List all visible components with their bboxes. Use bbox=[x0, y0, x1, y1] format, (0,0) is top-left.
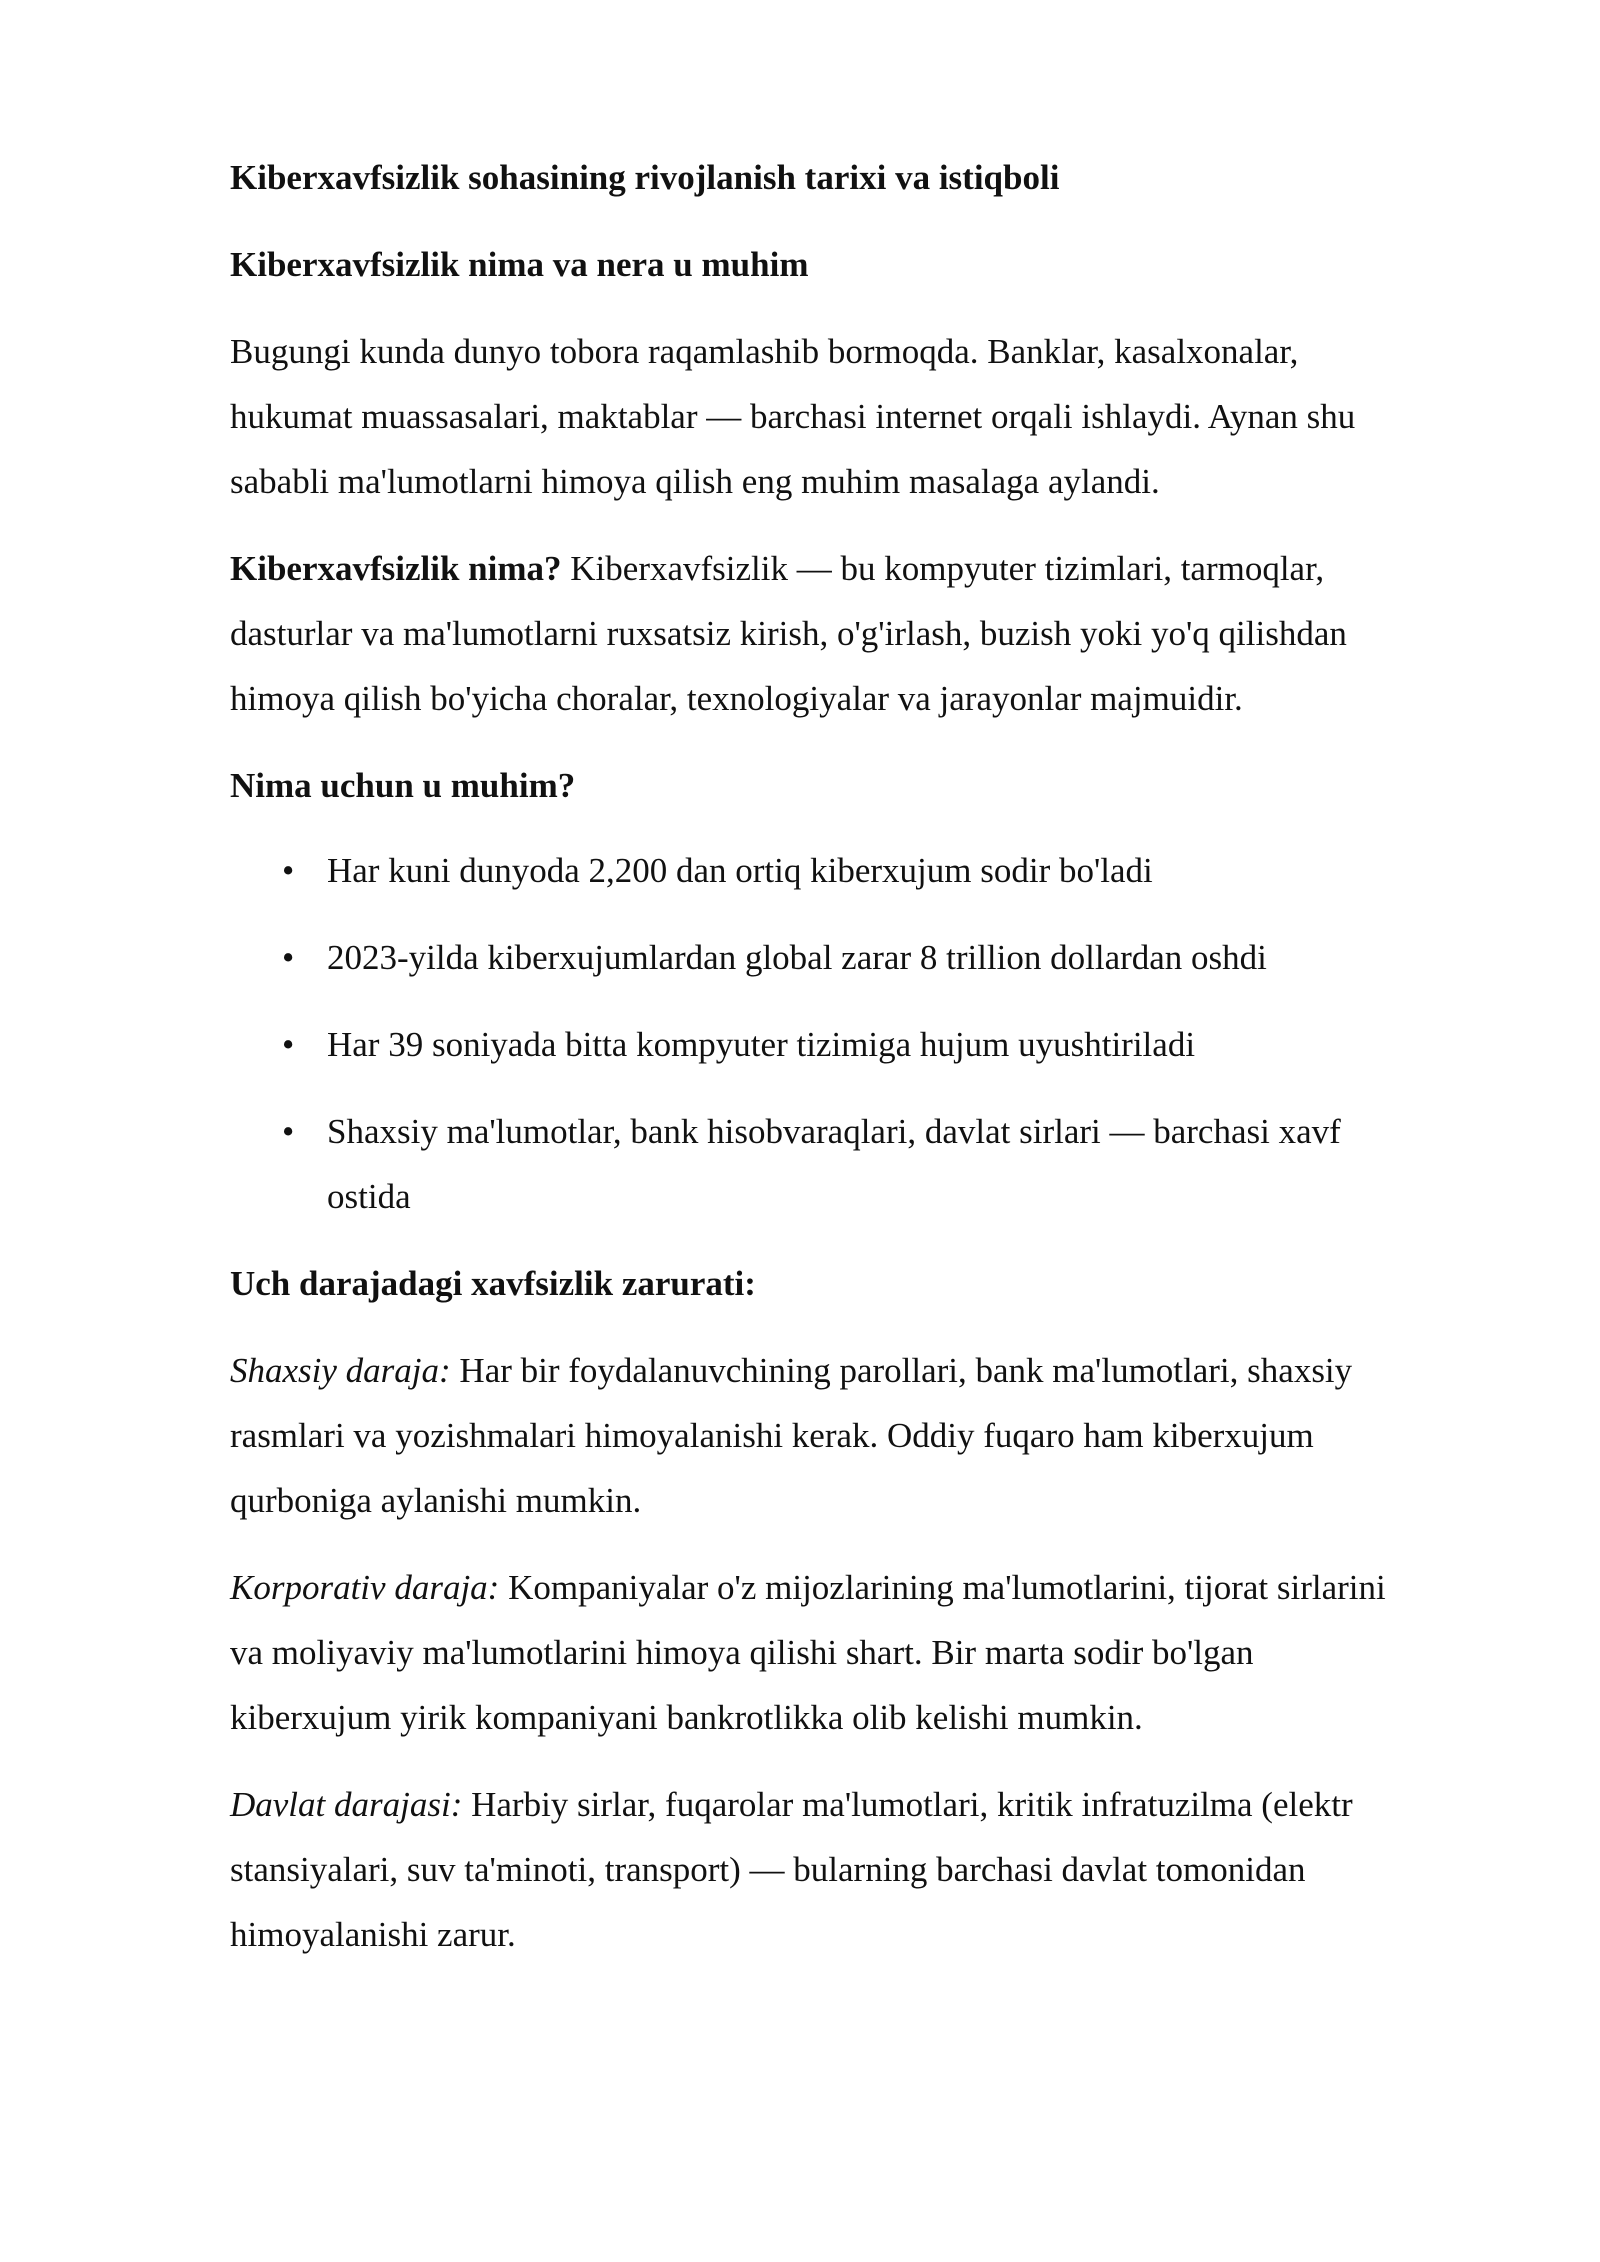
level-paragraph-state bbox=[230, 1772, 1400, 1967]
level-paragraph-corporate bbox=[230, 1555, 1400, 1750]
list-item bbox=[230, 925, 1400, 990]
list-item-text: Shaxsiy ma'lumotlar, bank hisobvaraqlari, davlat sirlari — barchasi xavf ostida bbox=[327, 1112, 1341, 1216]
bullet-icon: • bbox=[282, 1112, 295, 1151]
levels-heading: Uch darajadagi xavfsizlik zarurati: bbox=[230, 1264, 756, 1303]
level-paragraph-personal bbox=[230, 1338, 1400, 1533]
bullet-icon: • bbox=[282, 1025, 295, 1064]
definition-paragraph bbox=[230, 536, 1400, 731]
level-label: Korporativ daraja: bbox=[230, 1568, 500, 1607]
bullet-list bbox=[230, 838, 1400, 1229]
why-heading: Nima uchun u muhim? bbox=[230, 766, 576, 805]
bullet-icon: • bbox=[282, 938, 295, 977]
list-item bbox=[230, 1012, 1400, 1077]
list-item-text: Har kuni dunyoda 2,200 dan ortiq kiberxujum sodir bo'ladi bbox=[327, 851, 1153, 890]
list-item-text: Har 39 soniyada bitta kompyuter tizimiga hujum uyushtiriladi bbox=[327, 1025, 1196, 1064]
list-item-text: 2023-yilda kiberxujumlardan global zarar 8 trillion dollardan oshdi bbox=[327, 938, 1267, 977]
definition-label: Kiberxavfsizlik nima? bbox=[230, 549, 562, 588]
list-item bbox=[230, 838, 1400, 903]
list-item bbox=[230, 1099, 1400, 1229]
level-text: Harbiy sirlar, fuqarolar ma'lumotlari, kritik infratuzilma (elektr stansiyalari, suv ta'minoti, transport) — bularning barchasi davlat tomonidan himoyalanishi zarur. bbox=[230, 1785, 1353, 1954]
document-page bbox=[230, 145, 1400, 1967]
level-text: Kompaniyalar o'z mijozlarining ma'lumotlarini, tijorat sirlarini va moliyaviy ma'lumotlarini himoya qilishi shart. Bir marta sodir bo'lgan kiberxujum yirik kompaniyani bankrotlikka olib kelishi mumkin. bbox=[230, 1568, 1386, 1737]
bullet-icon: • bbox=[282, 851, 295, 890]
level-label: Davlat darajasi: bbox=[230, 1785, 463, 1824]
intro-paragraph: Bugungi kunda dunyo tobora raqamlashib bormoqda. Banklar, kasalxonalar, hukumat muassasalari, maktablar — barchasi internet orqali ishlaydi. Aynan shu sababli ma'lumotlarni himoya qilish eng muhim masalaga aylandi. bbox=[230, 332, 1356, 501]
document-title: Kiberxavfsizlik sohasining rivojlanish tarixi va istiqboli bbox=[230, 158, 1060, 197]
level-text: Har bir foydalanuvchining parollari, bank ma'lumotlari, shaxsiy rasmlari va yozishmalari himoyalanishi kerak. Oddiy fuqaro ham kiberxujum qurboniga aylanishi mumkin. bbox=[230, 1351, 1353, 1520]
level-label: Shaxsiy daraja: bbox=[230, 1351, 451, 1390]
section-heading: Kiberxavfsizlik nima va nera u muhim bbox=[230, 245, 809, 284]
definition-text: Kiberxavfsizlik — bu kompyuter tizimlari, tarmoqlar, dasturlar va ma'lumotlarni ruxsatsiz kirish, o'g'irlash, buzish yoki yo'q qilishdan himoya qilish bo'yicha choralar, texnologiyalar va jarayonlar majmuidir. bbox=[230, 549, 1347, 718]
